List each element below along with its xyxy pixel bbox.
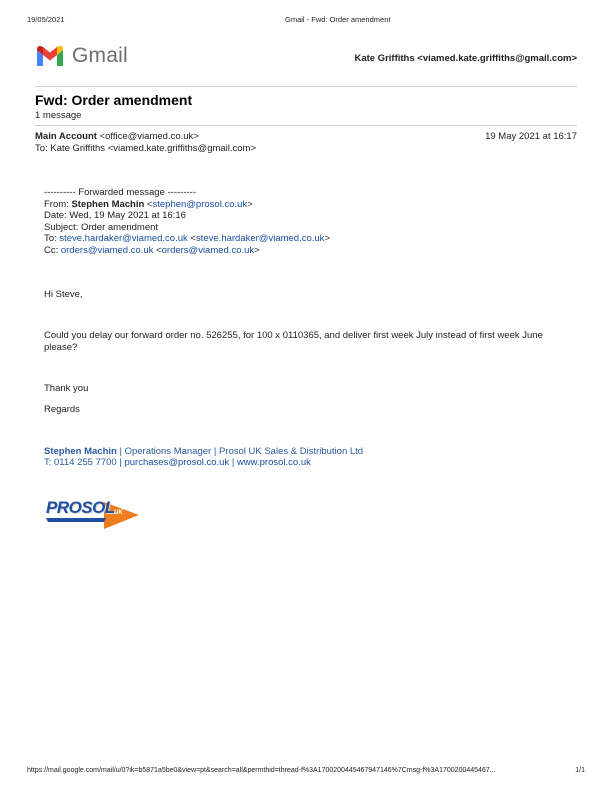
forwarded-from-email-link[interactable]: stephen@prosol.co.uk bbox=[152, 199, 248, 210]
message-sender bbox=[35, 131, 199, 142]
divider bbox=[35, 125, 577, 126]
forwarded-to-email-link-2[interactable]: steve.hardaker@viamed.co.uk bbox=[195, 233, 325, 244]
forwarded-cc-label: Cc: bbox=[44, 245, 61, 256]
print-url: https://mail.google.com/mail/u/0?ik=b5871a5be0&view=pt&search=all&permthid=thread-f%3A1700200445467947146%7Cmsg-f%3A1700200445467... bbox=[27, 767, 496, 774]
bracket: > bbox=[324, 233, 330, 244]
separator: | bbox=[229, 457, 237, 468]
bracket: > bbox=[254, 245, 260, 256]
print-page-number: 1/1 bbox=[575, 767, 585, 774]
forwarded-cc bbox=[44, 245, 260, 256]
message-date: 19 May 2021 at 16:17 bbox=[485, 131, 577, 142]
signature-website-link[interactable]: www.prosol.co.uk bbox=[236, 457, 311, 468]
separator: | bbox=[119, 457, 125, 468]
divider bbox=[35, 86, 577, 87]
account-user: Kate Griffiths <viamed.kate.griffiths@gmail.com> bbox=[354, 53, 577, 64]
signature-name: Stephen Machin bbox=[44, 446, 117, 457]
signature-email-link[interactable]: purchases@prosol.co.uk bbox=[124, 457, 230, 468]
forwarded-date: Date: Wed, 19 May 2021 at 16:16 bbox=[44, 210, 186, 221]
forwarded-to bbox=[44, 233, 330, 244]
body-line-2: please? bbox=[44, 342, 78, 353]
forwarded-cc-email-link-2[interactable]: orders@viamed.co.uk bbox=[161, 245, 255, 256]
gmail-logo-icon bbox=[35, 44, 65, 68]
bracket: < bbox=[153, 245, 162, 256]
body-regards: Regards bbox=[44, 404, 80, 415]
message-count: 1 message bbox=[35, 110, 82, 121]
thread-subject: Fwd: Order amendment bbox=[35, 92, 193, 108]
message-recipient: To: Kate Griffiths <viamed.kate.griffiths@gmail.com> bbox=[35, 143, 257, 154]
gmail-logo-text: Gmail bbox=[72, 44, 128, 67]
forwarded-cc-email-link[interactable]: orders@viamed.co.uk bbox=[60, 245, 154, 256]
signature-phone: T: 0114 255 7700 bbox=[44, 457, 120, 468]
prosol-logo bbox=[44, 496, 140, 534]
sender-email: <office@viamed.co.uk> bbox=[99, 131, 199, 142]
forwarded-to-email-link[interactable]: steve.hardaker@viamed.co.uk bbox=[59, 233, 188, 244]
signature-line-2 bbox=[44, 457, 311, 468]
signature-line-1 bbox=[44, 446, 363, 457]
bracket: < bbox=[187, 233, 196, 244]
forwarded-from-name: Stephen Machin bbox=[71, 199, 145, 210]
forwarded-from-label: From: bbox=[44, 199, 72, 210]
signature-title: | Operations Manager | Prosol UK Sales & Distribution Ltd bbox=[116, 446, 364, 457]
forwarded-separator: ---------- Forwarded message --------- bbox=[44, 187, 196, 198]
forwarded-from bbox=[44, 199, 253, 210]
print-date: 19/05/2021 bbox=[27, 15, 65, 24]
prosol-logo-text: PROSOL bbox=[46, 498, 115, 517]
body-thanks: Thank you bbox=[44, 383, 89, 394]
print-title: Gmail - Fwd: Order amendment bbox=[285, 15, 391, 24]
prosol-logo-badge: UK bbox=[114, 510, 123, 516]
forwarded-subject: Subject: Order amendment bbox=[44, 222, 159, 233]
bracket: < bbox=[144, 199, 153, 210]
bracket: > bbox=[247, 199, 253, 210]
sender-name: Main Account bbox=[35, 131, 97, 142]
body-greeting: Hi Steve, bbox=[44, 289, 83, 300]
forwarded-to-label: To: bbox=[44, 233, 60, 244]
body-line-1: Could you delay our forward order no. 526255, for 100 x 0110365, and deliver first week July instead of first week June bbox=[44, 330, 543, 341]
